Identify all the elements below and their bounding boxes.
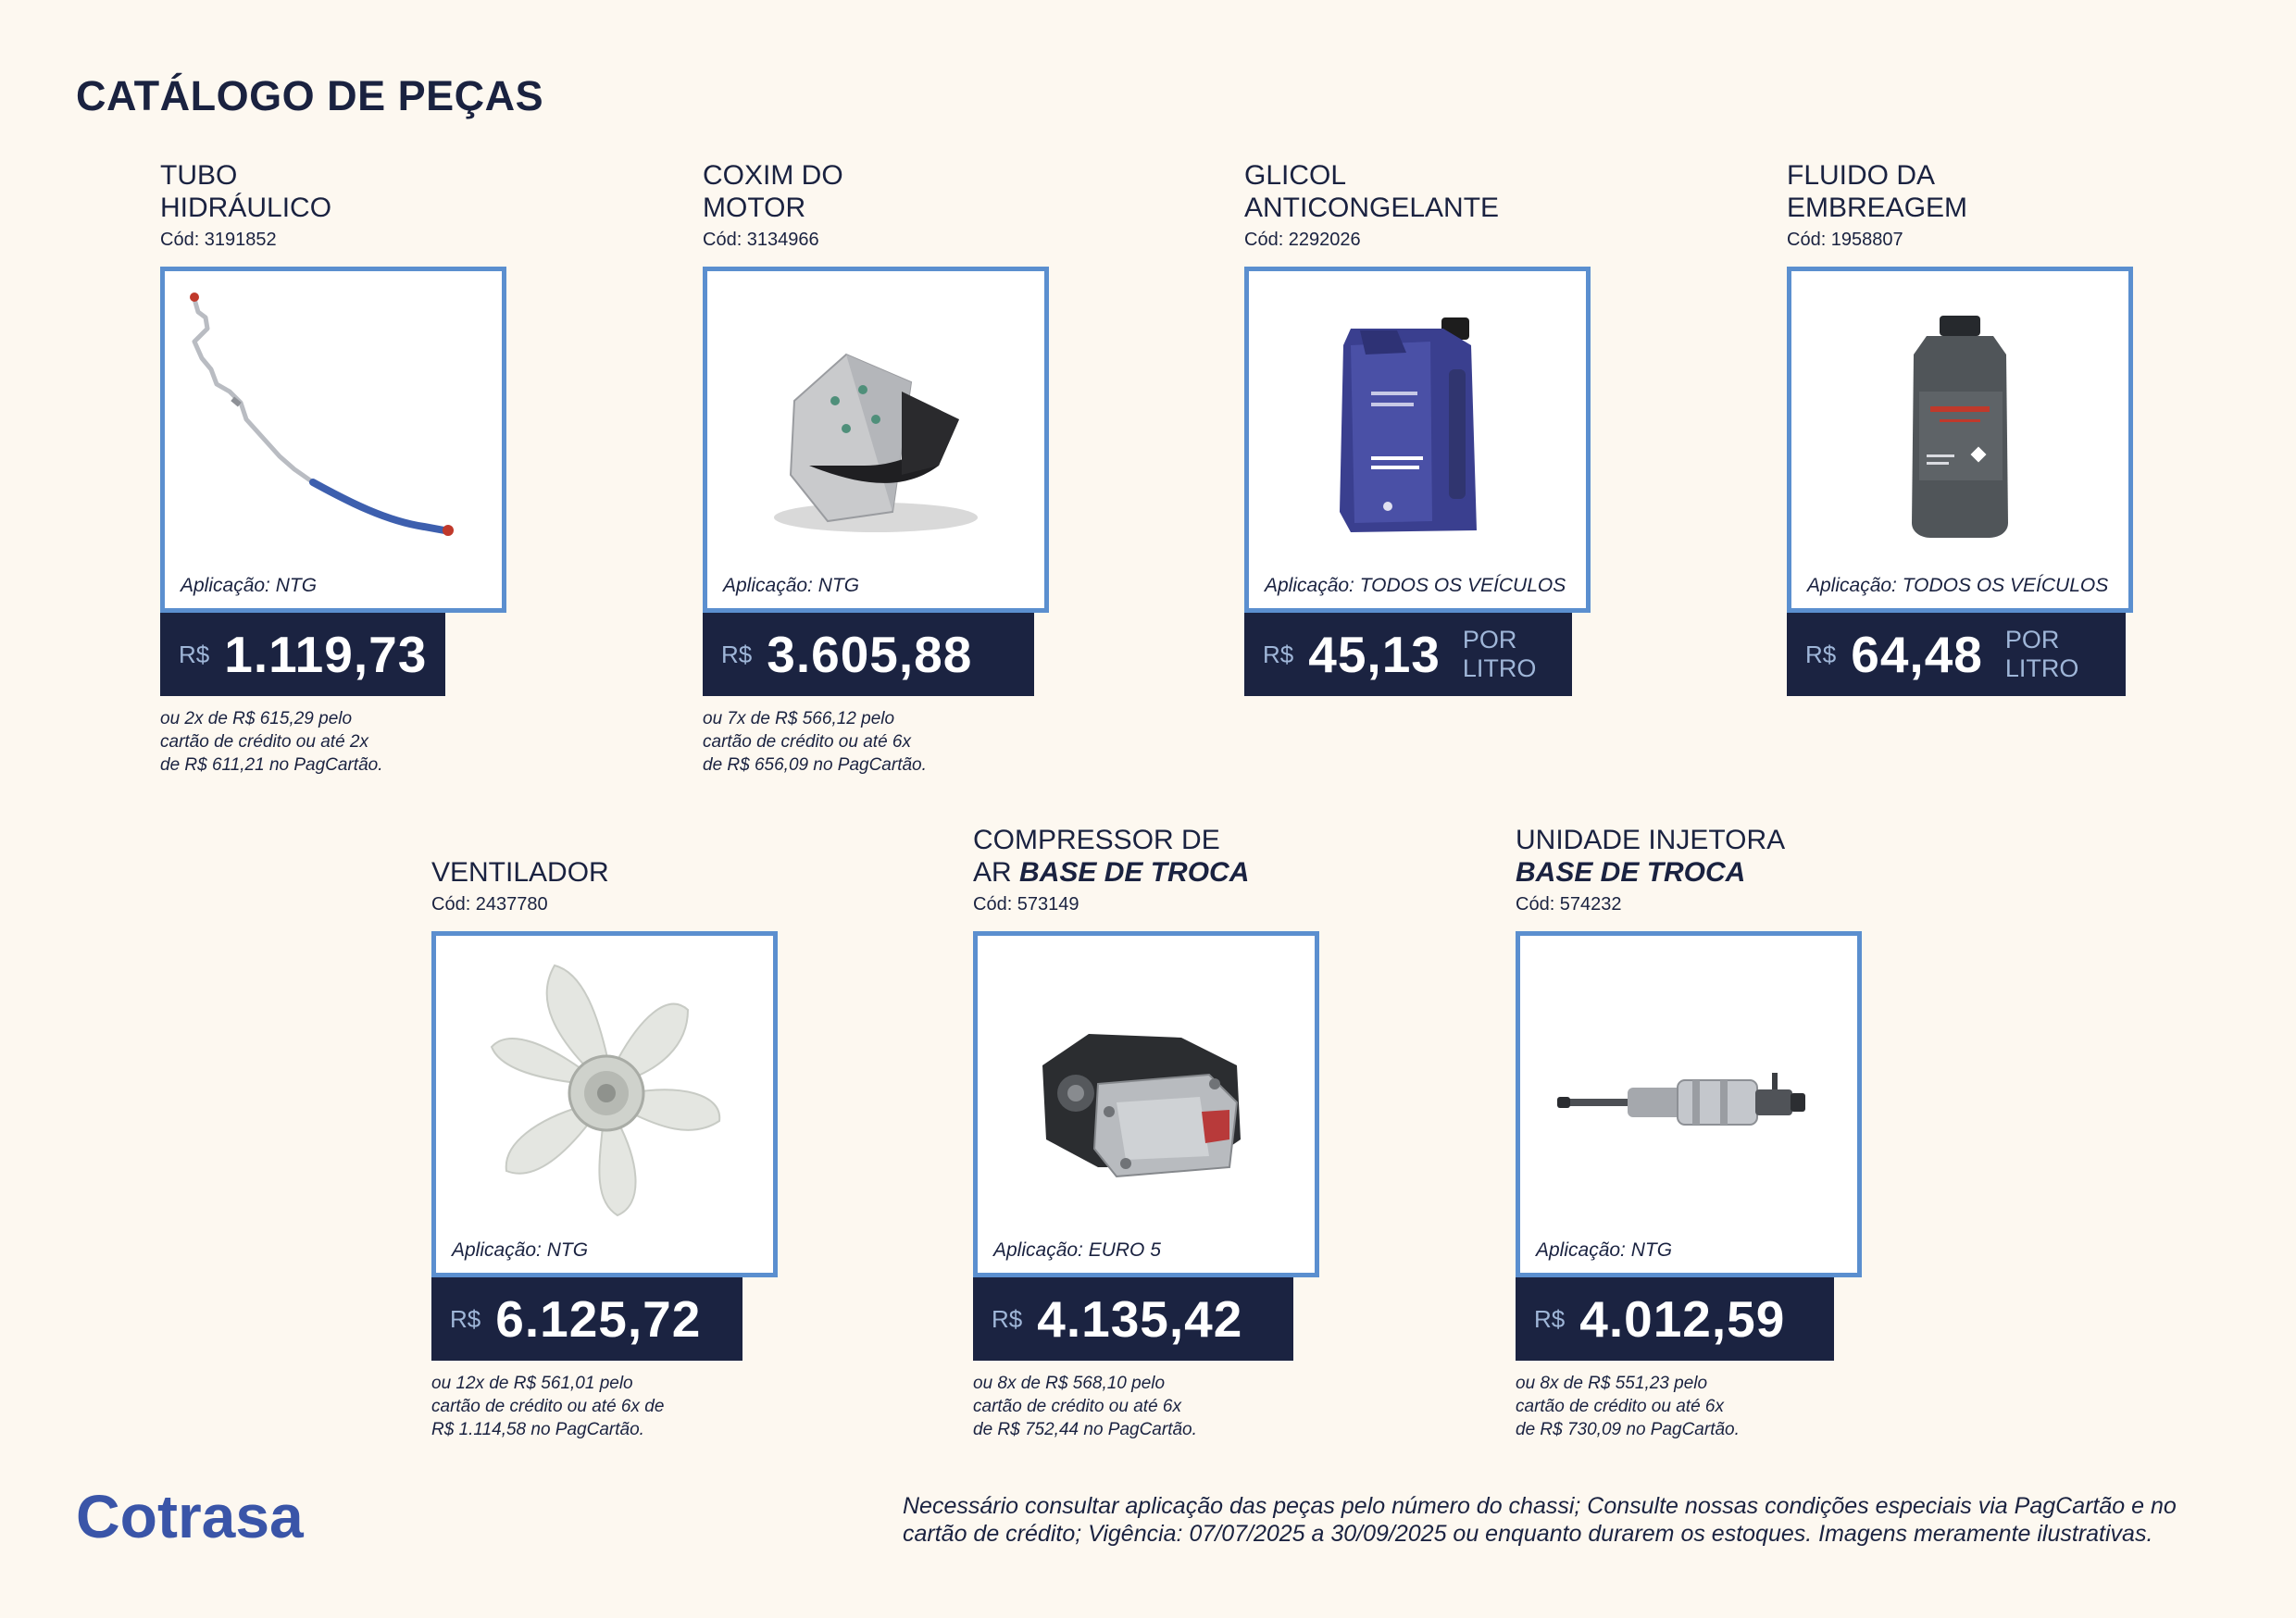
product-name: COXIM DO MOTOR <box>703 160 843 223</box>
currency-label: R$ <box>721 640 753 668</box>
price-value: 45,13 <box>1308 626 1441 683</box>
installment-text: ou 12x de R$ 561,01 pelo cartão de crédito ou até 6x de R$ 1.114,58 no PagCartão. <box>431 1374 665 1439</box>
product-code: Cód: 3134966 <box>703 230 819 250</box>
product-application: Aplicação: TODOS OS VEÍCULOS <box>1807 575 2109 596</box>
hydraulic-tube-image <box>174 280 493 567</box>
price-value: 3.605,88 <box>767 626 973 683</box>
product-application: Aplicação: NTG <box>723 575 860 596</box>
price-box <box>973 1277 1293 1361</box>
price-value: 4.012,59 <box>1579 1290 1786 1348</box>
exchange-base-label: BASE DE TROCA <box>1516 857 1746 888</box>
price-box <box>160 613 445 696</box>
product-code: Cód: 1958807 <box>1787 230 1903 250</box>
price-box <box>431 1277 742 1361</box>
currency-label: R$ <box>1534 1304 1566 1333</box>
product-name: GLICOL ANTICONGELANTE <box>1244 160 1500 223</box>
clutch-fluid-bottle-image <box>1801 280 2119 567</box>
product-application: Aplicação: NTG <box>452 1239 589 1261</box>
price-value: 6.125,72 <box>495 1290 702 1348</box>
product-image-frame <box>1516 931 1862 1277</box>
product-code: Cód: 2292026 <box>1244 230 1361 250</box>
currency-label: R$ <box>992 1304 1023 1333</box>
price-box <box>1787 613 2126 696</box>
product-image-frame <box>973 931 1319 1277</box>
product-application: Aplicação: NTG <box>181 575 318 596</box>
product-image-frame <box>1244 267 1591 613</box>
installment-text: ou 2x de R$ 615,29 pelo cartão de crédito ou até 2x de R$ 611,21 no PagCartão. <box>160 709 383 775</box>
product-image-frame <box>160 267 506 613</box>
product-application: Aplicação: TODOS OS VEÍCULOS <box>1265 575 1566 596</box>
price-box <box>1516 1277 1834 1361</box>
currency-label: R$ <box>1263 640 1294 668</box>
currency-label: R$ <box>179 640 210 668</box>
installment-text: ou 7x de R$ 566,12 pelo cartão de crédito ou até 6x de R$ 656,09 no PagCartão. <box>703 709 927 775</box>
product-code: Cód: 2437780 <box>431 894 548 915</box>
product-name: COMPRESSOR DE AR BASE DE TROCA <box>973 825 1250 888</box>
price-value: 64,48 <box>1851 626 1983 683</box>
fan-image <box>445 945 764 1232</box>
injector-unit-image <box>1529 945 1848 1232</box>
product-code: Cód: 3191852 <box>160 230 277 250</box>
price-value: 1.119,73 <box>224 626 428 683</box>
product-image-frame <box>1787 267 2133 613</box>
price-box <box>703 613 1034 696</box>
product-code: Cód: 573149 <box>973 894 1079 915</box>
unit-label: POR LITRO <box>1462 626 1537 682</box>
currency-label: R$ <box>450 1304 481 1333</box>
product-name: UNIDADE INJETORA BASE DE TROCA <box>1516 825 1786 888</box>
installment-text: ou 8x de R$ 568,10 pelo cartão de crédito ou até 6x de R$ 752,44 no PagCartão. <box>973 1374 1197 1439</box>
product-name: FLUIDO DA EMBREAGEM <box>1787 160 1968 223</box>
engine-mount-image <box>717 280 1035 567</box>
page-title: CATÁLOGO DE PEÇAS <box>76 72 544 119</box>
air-compressor-image <box>987 945 1305 1232</box>
product-name: TUBO HIDRÁULICO <box>160 160 332 223</box>
brand-logo: Cotrasa <box>76 1482 304 1550</box>
unit-label: POR LITRO <box>2004 626 2079 682</box>
product-image-frame <box>703 267 1049 613</box>
price-box <box>1244 613 1572 696</box>
antifreeze-jug-image <box>1258 280 1577 567</box>
currency-label: R$ <box>1805 640 1837 668</box>
product-code: Cód: 574232 <box>1516 894 1622 915</box>
footnote-disclaimer: Necessário consultar aplicação das peças pelo número do chassi; Consulte nossas condições especiais via PagCartão e no cartão de crédito; Vigência: 07/07/2025 a 30/09/2025 ou enquanto durarem os estoques. Imagens meramente ilustrativas. <box>903 1493 2177 1547</box>
installment-text: ou 8x de R$ 551,23 pelo cartão de crédito ou até 6x de R$ 730,09 no PagCartão. <box>1516 1374 1740 1439</box>
product-application: Aplicação: NTG <box>1536 1239 1673 1261</box>
product-image-frame <box>431 931 778 1277</box>
price-value: 4.135,42 <box>1037 1290 1243 1348</box>
exchange-base-label: BASE DE TROCA <box>1019 857 1250 888</box>
product-name: VENTILADOR <box>431 857 609 888</box>
product-application: Aplicação: EURO 5 <box>993 1239 1161 1261</box>
